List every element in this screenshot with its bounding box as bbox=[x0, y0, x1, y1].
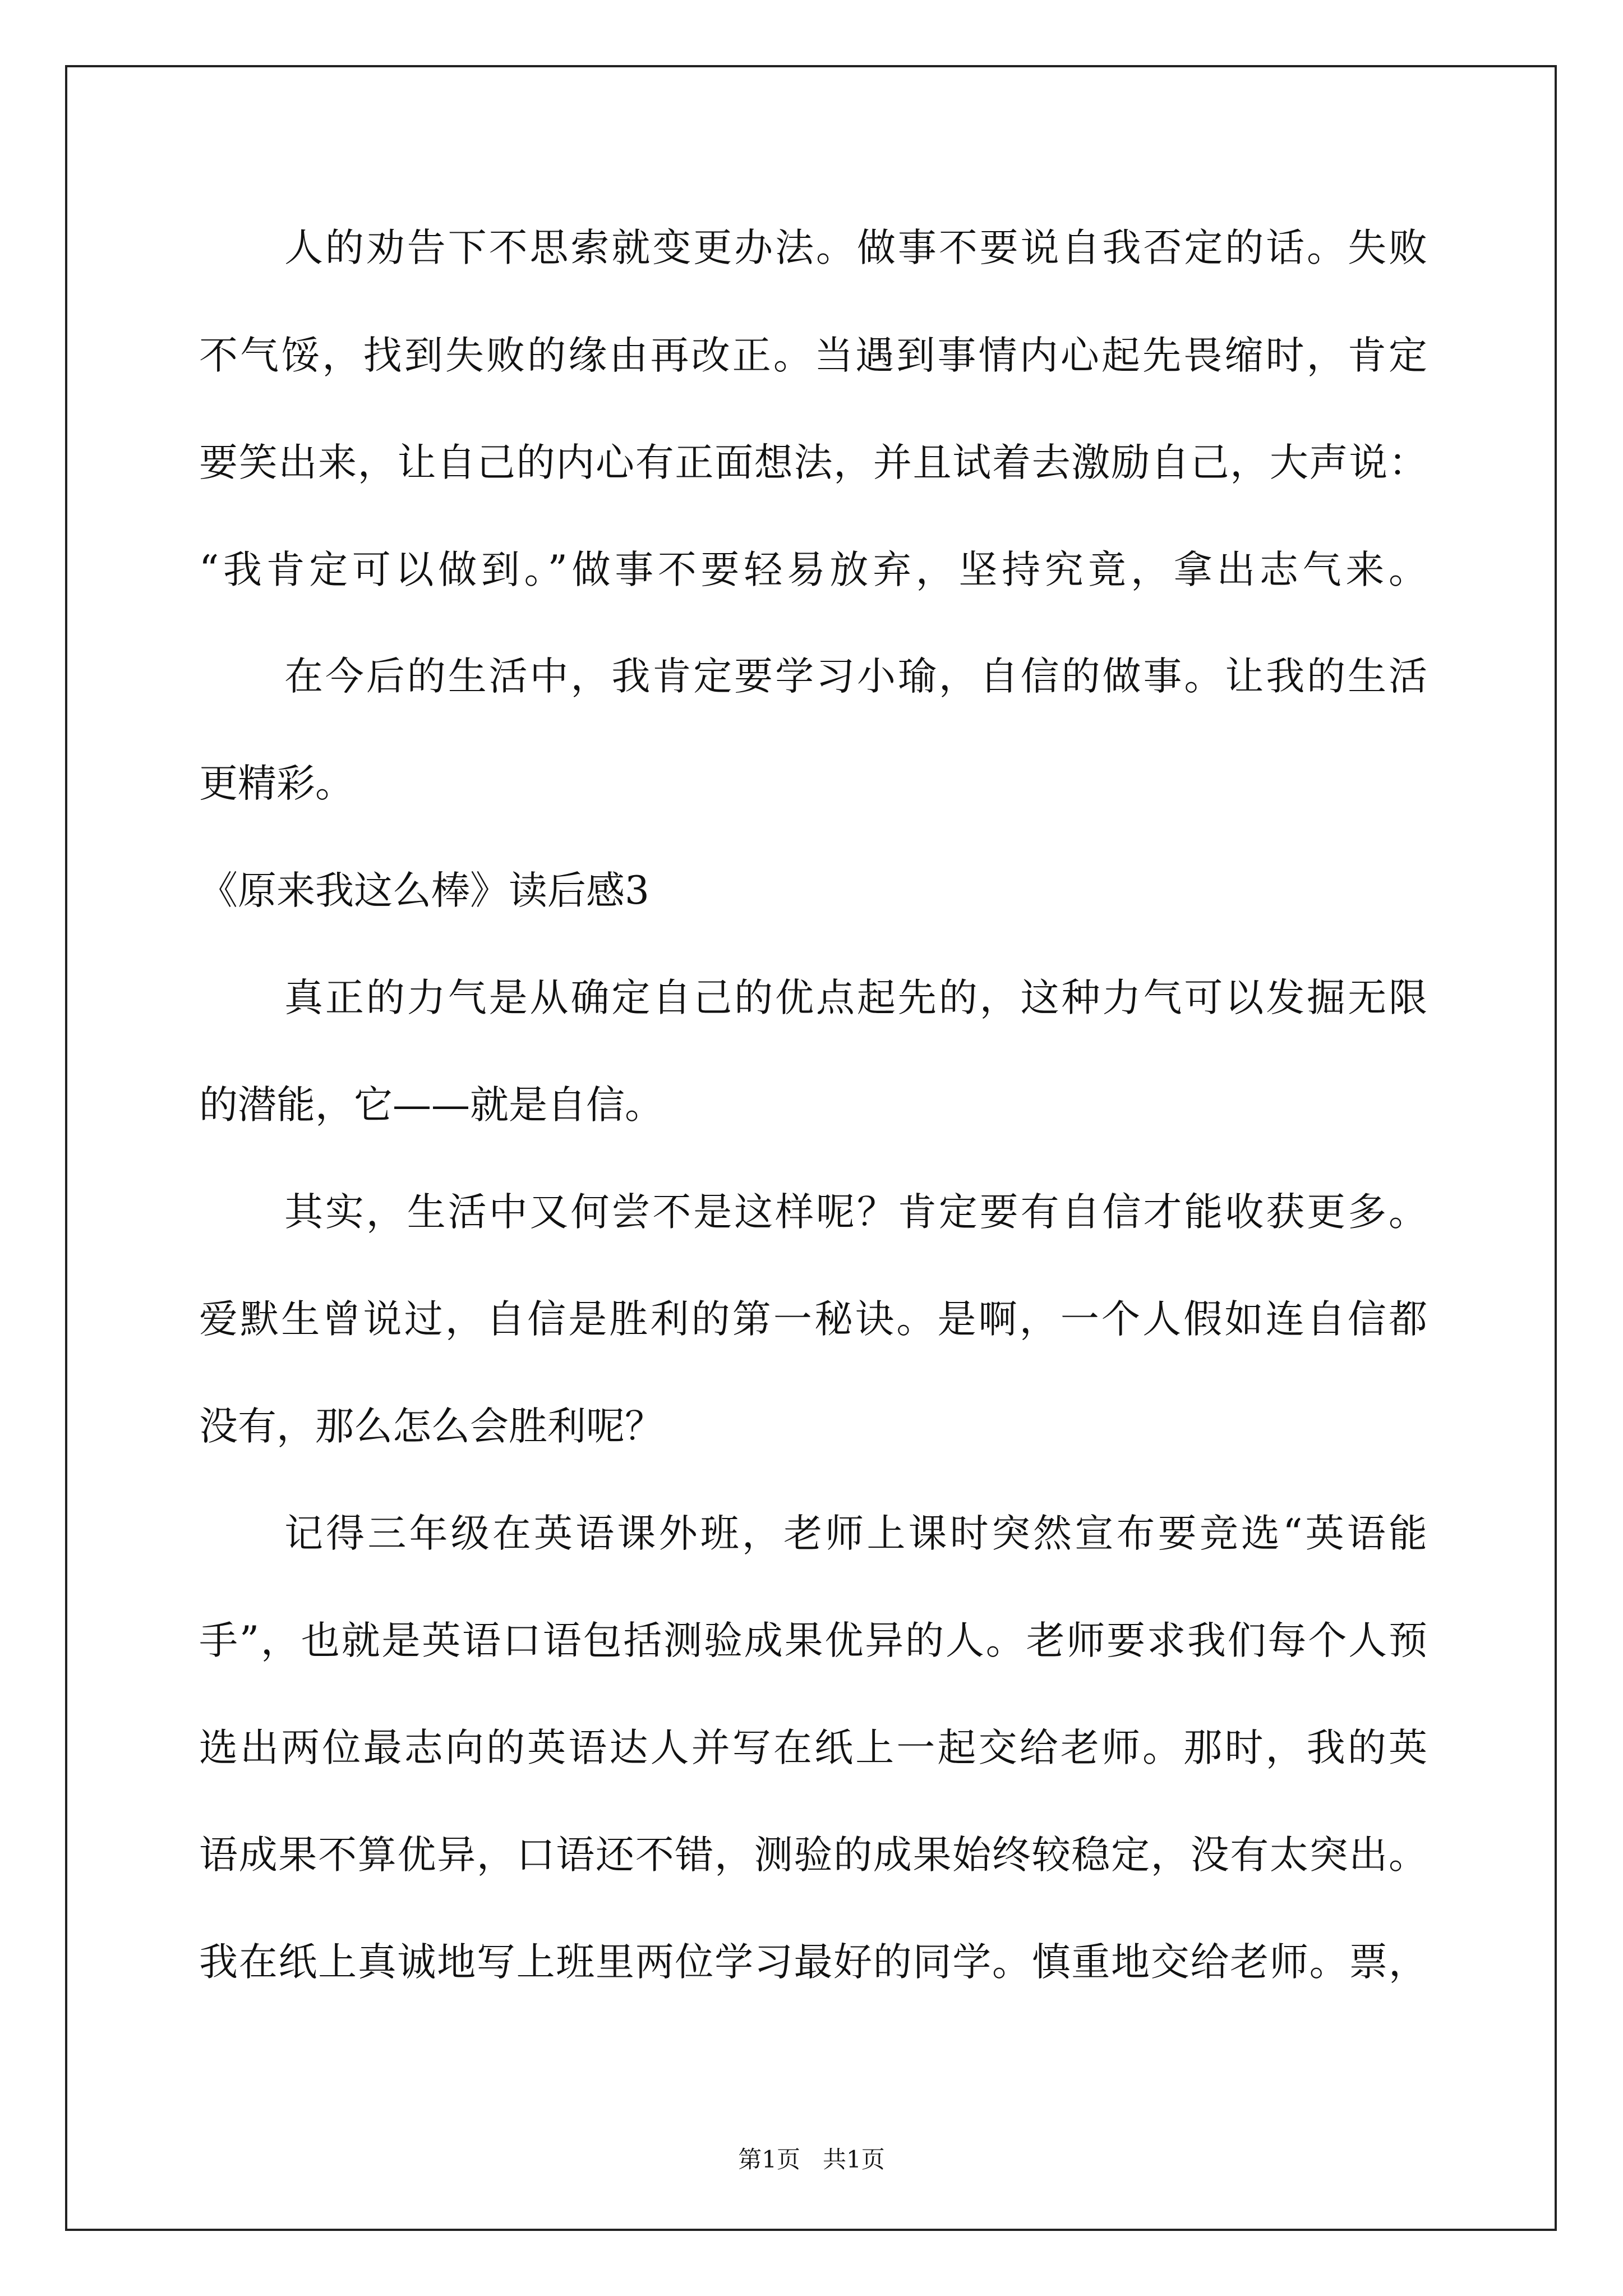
paragraph-line: “我肯定可以做到。”做事不要轻易放弃，坚持究竟，拿出志气来。 bbox=[199, 547, 1427, 592]
paragraph-line: 我在纸上真诚地写上班里两位学习最好的同学。慎重地交给老师。票， bbox=[199, 1940, 1427, 1985]
paragraph-line: 手”，也就是英语口语包括测验成果优异的人。老师要求我们每个人预 bbox=[199, 1618, 1427, 1663]
paragraph-line: 没有，那么怎么会胜利呢？ bbox=[199, 1404, 663, 1449]
paragraph-line: 爱默生曾说过，自信是胜利的第一秘诀。是啊，一个人假如连自信都 bbox=[199, 1297, 1427, 1342]
paragraph-line: 更精彩。 bbox=[199, 761, 354, 806]
paragraph-line: 要笑出来，让自己的内心有正面想法，并且试着去激励自己，大声说： bbox=[199, 440, 1427, 485]
page-border bbox=[65, 65, 1557, 2231]
paragraph-line: 选出两位最志向的英语达人并写在纸上一起交给老师。那时，我的英 bbox=[199, 1726, 1427, 1770]
paragraph-line: 不气馁，找到失败的缘由再改正。当遇到事情内心起先畏缩时，肯定 bbox=[199, 333, 1427, 378]
paragraph-line: 在今后的生活中，我肯定要学习小瑜，自信的做事。让我的生活 bbox=[284, 654, 1427, 699]
section-heading: 《原来我这么棒》读后感3 bbox=[199, 868, 649, 913]
paragraph-line: 其实，生活中又何尝不是这样呢？肯定要有自信才能收获更多。 bbox=[284, 1190, 1427, 1235]
paragraph-line: 记得三年级在英语课外班，老师上课时突然宣布要竞选“英语能 bbox=[284, 1511, 1427, 1556]
page-number-footer: 第1页 共1页 bbox=[738, 2146, 885, 2173]
paragraph-line: 的潜能，它——就是自信。 bbox=[199, 1083, 663, 1128]
paragraph-line: 语成果不算优异，口语还不错，测验的成果始终较稳定，没有太突出。 bbox=[199, 1833, 1427, 1878]
paragraph-line: 人的劝告下不思索就变更办法。做事不要说自我否定的话。失败 bbox=[284, 226, 1427, 270]
paragraph-line: 真正的力气是从确定自己的优点起先的，这种力气可以发掘无限 bbox=[284, 976, 1427, 1020]
